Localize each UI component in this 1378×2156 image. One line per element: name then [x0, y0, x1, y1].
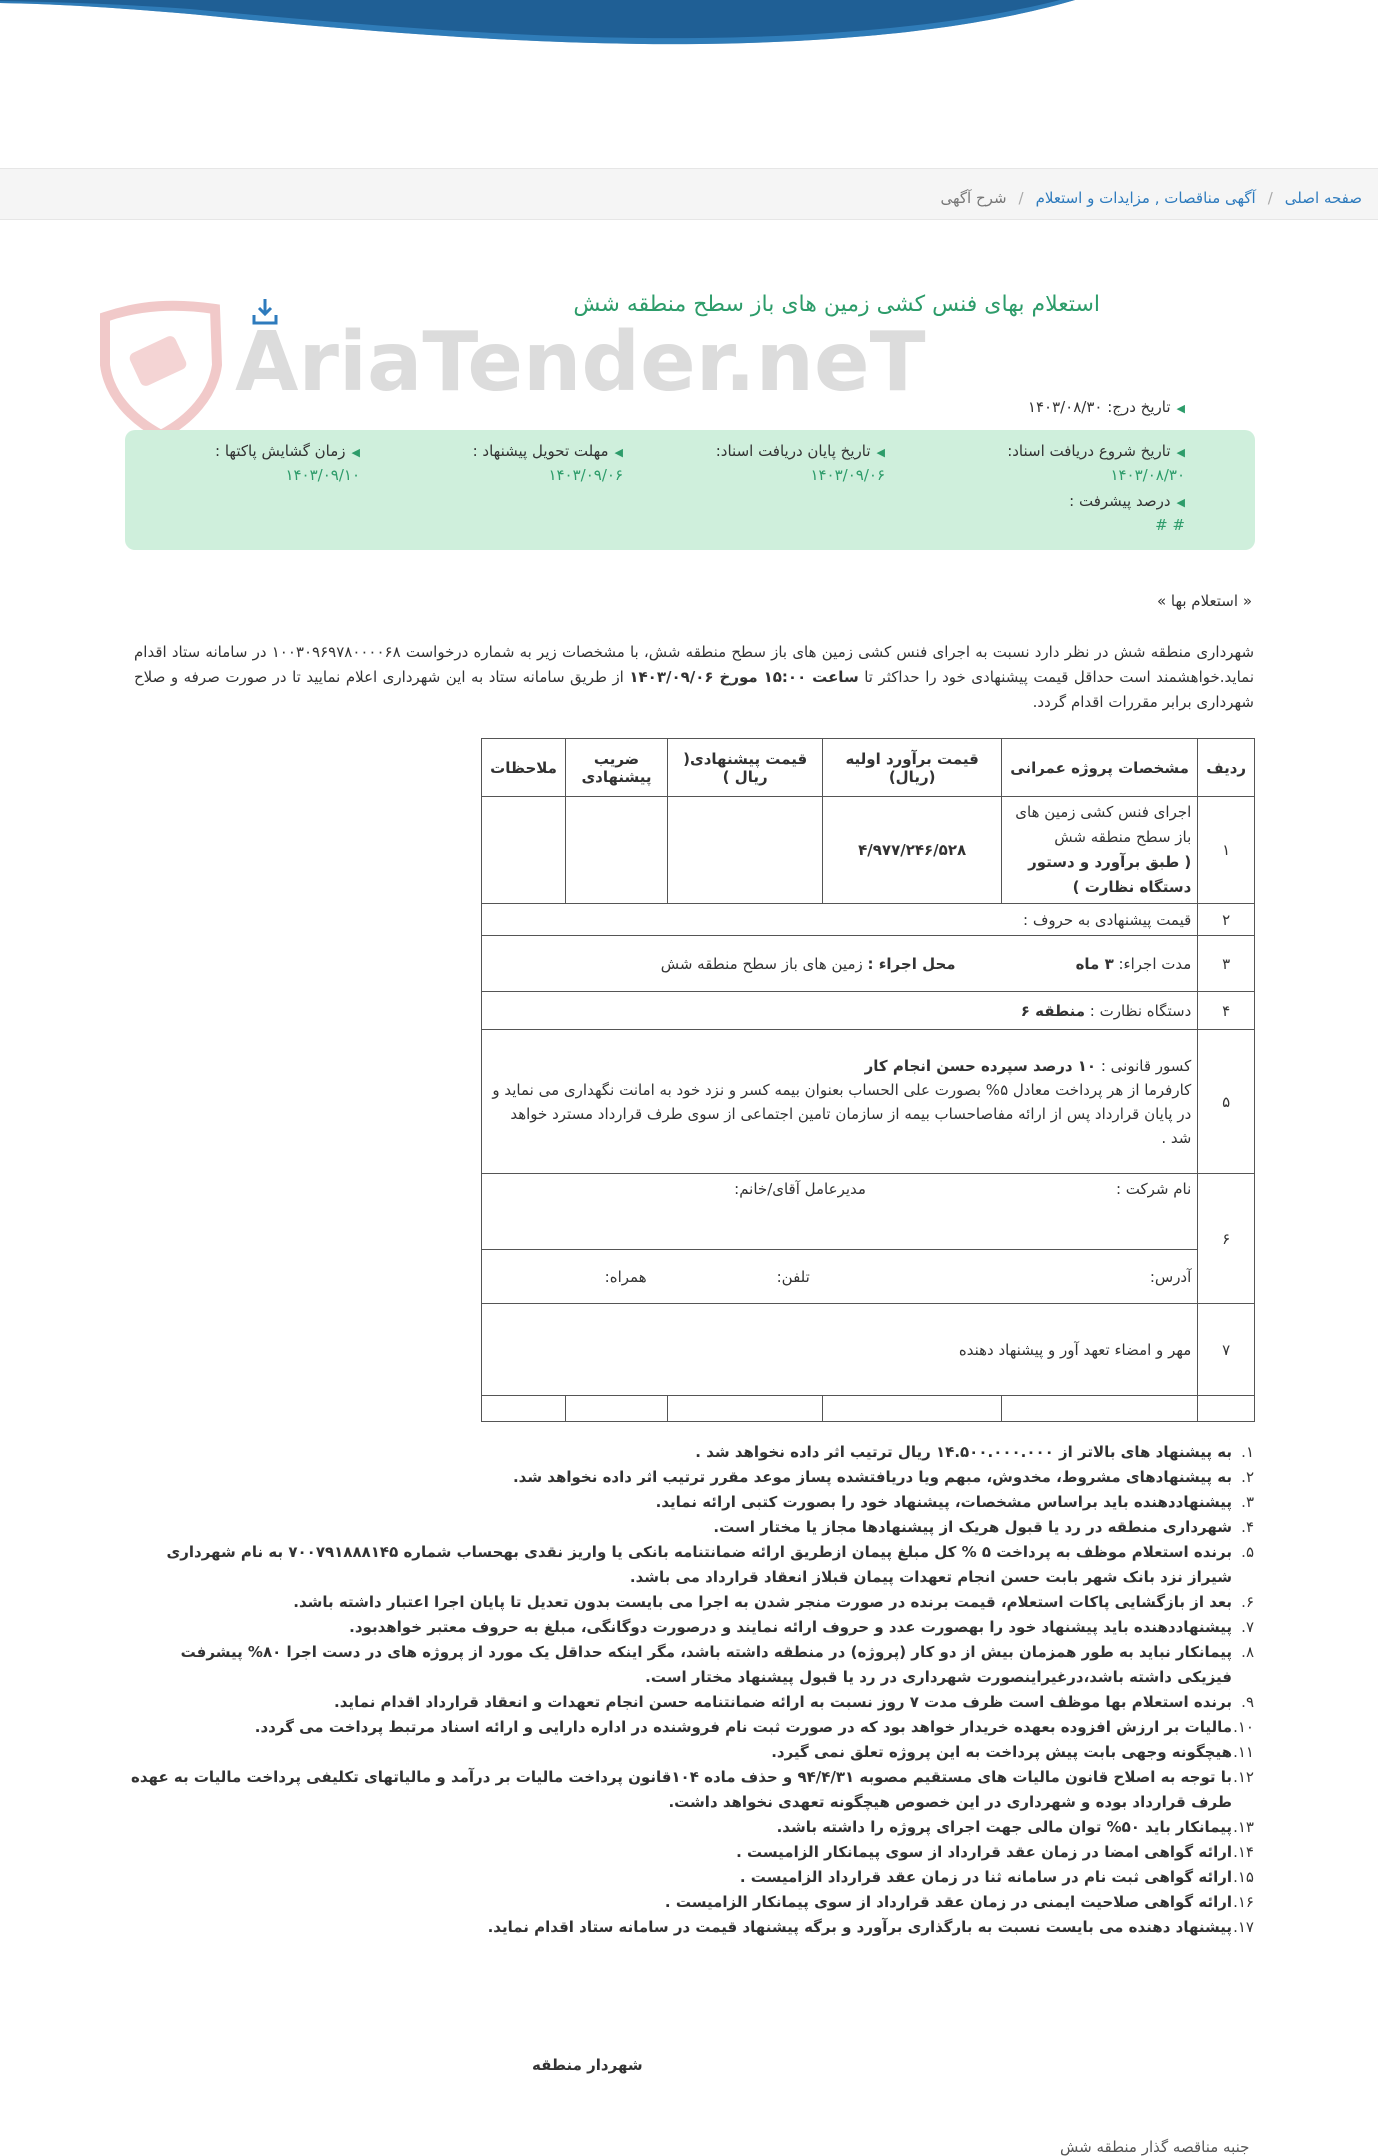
- header-wave: [0, 0, 1378, 60]
- list-item: ۱۶.ارائه گواهی صلاحیت ایمنی در زمان عقد قرارداد از سوی پیمانکار الزامیست .: [664, 1893, 1254, 1911]
- breadcrumb-home[interactable]: صفحه اصلی: [1284, 189, 1362, 207]
- intro-paragraph: شهرداری منطقه شش در نظر دارد نسبت به اجرای فنس کشی زمین های باز سطح منطقه شش، با مشخصات زیر به شماره درخواست ۱۰۰۳۰۹۶۹۷۸۰۰۰۰۶۸ در سامانه ستاد اقدام نماید.خواهشمند است حداقل قیمت پیشنهادی خود را حداکثر تا ساعت ۱۵:۰۰ مورخ ۱۴۰۳/۰۹/۰۶ از طریق سامانه ستاد به این شهرداری اعلام نمایید تا در صورت صرفه و صلاح شهرداری برابر مقررات اقدام گردد.: [134, 643, 1255, 711]
- list-item: ۱۱.هیچگونه وجهی بابت پیش پرداخت به این پروژه تعلق نمی گیرد.: [771, 1743, 1254, 1761]
- table-row: [482, 936, 1255, 992]
- list-item: ۷.پیشنهاددهنده باید پیشنهاد خود را بهصورت عدد و حروف ارائه نمایند و درصورت دوگانگی، مبلغ به حروف معتبر خواهدبود.: [349, 1618, 1254, 1636]
- row-number: ۴: [1198, 992, 1255, 1030]
- triangle-left-icon: ◀: [1176, 496, 1185, 509]
- empty-cell: [667, 1396, 822, 1422]
- triangle-left-icon: ◀: [614, 446, 623, 459]
- breadcrumb-separator: /: [1018, 189, 1024, 207]
- seal-signature: مهر و امضاء تعهد آور و پیشنهاد دهنده: [482, 1304, 1198, 1396]
- triangle-left-icon: ◀: [1176, 402, 1185, 415]
- empty-cell: [1198, 1396, 1255, 1422]
- table-row: [482, 797, 1255, 904]
- list-item: ۲.به پیشنهادهای مشروط، مخدوش، مبهم ویا دریافتشده پساز موعد مقرر ترتیب اثر داده نخواهد شد.: [512, 1468, 1254, 1486]
- terms-list: [124, 1440, 1254, 1940]
- table-row: [482, 904, 1255, 936]
- breadcrumb-section[interactable]: آگهی مناقصات , مزایدات و استعلام: [1035, 189, 1256, 207]
- insert-date-value: ۱۴۰۳/۰۸/۳۰: [1027, 398, 1103, 416]
- table-row: [482, 1396, 1255, 1422]
- row-number: ۶: [1198, 1174, 1255, 1304]
- breadcrumb: [0, 168, 1378, 220]
- col-header: ملاحظات: [482, 739, 566, 797]
- proposed-price-cell: [667, 797, 822, 904]
- page-title: استعلام بهای فنس کشی زمین های باز سطح منطقه شش: [573, 292, 1100, 317]
- project-description: اجرای فنس کشی زمین های باز سطح منطقه شش ( طبق برآورد و دستور دستگاه نظارت ): [1001, 797, 1197, 904]
- row-number: ۵: [1198, 1030, 1255, 1174]
- empty-cell: [823, 1396, 1002, 1422]
- receive-end-label: ◀تاریخ پایان دریافت اسناد:: [715, 442, 885, 460]
- footer-cut-text: جنبه مناقصه گذار منطقه شش: [1060, 2138, 1250, 2156]
- price-inquiry-table: [481, 738, 1255, 1422]
- legal-deductions: کسور قانونی : ۱۰ درصد سپرده حسن انجام کار کارفرما از هر پرداخت معادل ۵% بصورت علی الحساب بعنوان بیمه کسر و نزد خود به امانت نگهداری می نماید و در پایان قرارداد پس از ارائه مفاصاحساب بیمه از سازمان تامین اجتماعی از سوی طرف قرارداد مسترد خواهد شد .: [482, 1030, 1198, 1174]
- table-row: [482, 992, 1255, 1030]
- triangle-left-icon: ◀: [351, 446, 360, 459]
- row-number: ۳: [1198, 936, 1255, 992]
- table-row: [482, 1174, 1255, 1250]
- contact-info: آدرس:تلفن:همراه:: [482, 1250, 1198, 1304]
- list-item: ۱۴.ارائه گواهی امضا در زمان عقد قرارداد از سوی پیمانکار الزامیست .: [736, 1843, 1254, 1861]
- section-tag: « استعلام بها »: [1156, 592, 1252, 610]
- list-item: ۶.بعد از بازگشایی پاکات استعلام، قیمت برنده در صورت منجر شدن به اجرا می بایست بدون تعدیل تا پایان اجرا اعتبار داشته باشد.: [293, 1593, 1254, 1611]
- proposed-coefficient-cell: [566, 797, 668, 904]
- row-number: ۲: [1198, 904, 1255, 936]
- svg-text:AriaTender.neT: AriaTender.neT: [235, 315, 926, 410]
- remarks-cell: [482, 797, 566, 904]
- progress-label: ◀درصد پیشرفت :: [1069, 492, 1185, 510]
- execution-details: مدت اجراء: ۳ ماهمحل اجراء : زمین های باز سطح منطقه شش: [482, 936, 1198, 992]
- list-item: ۱.به پیشنهاد های بالاتر از ۱۴.۵۰۰.۰۰۰.۰۰۰ ریال ترتیب اثر داده نخواهد شد .: [695, 1443, 1254, 1461]
- list-item: ۵.برنده استعلام موظف به پرداخت ۵ % کل مبلغ پیمان ازطریق ارائه ضمانتنامه بانکی یا واریز نقدی بهحساب شماره ۷۰۰۷۹۱۸۸۸۱۴۵ به نام شهرداری شیراز نزد بانک شهر بابت حسن انجام تعهدات پیمان قبلاز انعقاد قرارداد می باشد.: [166, 1543, 1254, 1586]
- col-header: قیمت پیشنهادی( ریال ): [667, 739, 822, 797]
- list-item: ۸.پیمانکار نباید به طور همزمان بیش از دو کار (پروژه) در منطقه داشته باشد، مگر اینکه حداقل یک مورد از پروژه های در دست اجرا ۸۰% پیشرفت فیزیکی داشته باشد،درغیراینصورت شهرداری در رد یا قبول پیشنهاد مختار است.: [180, 1643, 1254, 1686]
- price-in-words: قیمت پیشنهادی به حروف :: [482, 904, 1198, 936]
- col-header: ردیف: [1198, 739, 1255, 797]
- breadcrumb-current: شرح آگهی: [940, 189, 1007, 207]
- list-item: ۳.پیشنهاددهنده باید براساس مشخصات، پیشنهاد خود را بصورت کتبی ارائه نماید.: [655, 1493, 1254, 1511]
- submit-deadline-label: ◀مهلت تحویل پیشنهاد :: [472, 442, 623, 460]
- table-header-row: [482, 739, 1255, 797]
- submit-deadline-value: ۱۴۰۳/۰۹/۰۶: [548, 466, 623, 484]
- list-item: ۴.شهرداری منطقه در رد یا قبول هریک از پیشنهادها مجاز یا مختار است.: [713, 1518, 1254, 1536]
- empty-cell: [1001, 1396, 1197, 1422]
- col-header: مشخصات پروژه عمرانی: [1001, 739, 1197, 797]
- opening-value: ۱۴۰۳/۰۹/۱۰: [285, 466, 360, 484]
- supervisor: دستگاه نظارت : منطقه ۶: [482, 992, 1198, 1030]
- progress-value: # #: [1155, 516, 1185, 534]
- receive-start-label: ◀تاریخ شروع دریافت اسناد:: [1007, 442, 1185, 460]
- col-header: قیمت برآورد اولیه (ریال): [823, 739, 1002, 797]
- list-item: ۱۳.پیمانکار باید ۵۰% توان مالی جهت اجرای پروژه را داشته باشد.: [776, 1818, 1254, 1836]
- company-info: نام شرکت :مدیرعامل آقای/خانم:: [482, 1174, 1198, 1250]
- table-row: [482, 1030, 1255, 1174]
- estimate-price: ۴/۹۷۷/۲۴۶/۵۲۸: [823, 797, 1002, 904]
- info-box: [125, 430, 1255, 550]
- signature: شهردار منطقه: [532, 2056, 643, 2074]
- list-item: ۱۰.مالیات بر ارزش افزوده بعهده خریدار خواهد بود که در صورت ثبت نام فروشنده در اداره دارایی و ارائه اسناد مرتبط پرداخت می گردد.: [254, 1718, 1254, 1736]
- table-row: [482, 1304, 1255, 1396]
- insert-date: [1028, 398, 1185, 416]
- triangle-left-icon: ◀: [1176, 446, 1185, 459]
- col-header: ضریب پیشنهادی: [566, 739, 668, 797]
- list-item: ۹.برنده استعلام بها موظف است ظرف مدت ۷ روز نسبت به ارائه ضمانتنامه حسن انجام تعهدات و انعقاد قرارداد اقدام نماید.: [334, 1693, 1254, 1711]
- receive-end-value: ۱۴۰۳/۰۹/۰۶: [810, 466, 885, 484]
- table-row: [482, 1250, 1255, 1304]
- empty-cell: [482, 1396, 566, 1422]
- row-number: ۷: [1198, 1304, 1255, 1396]
- breadcrumb-separator: /: [1267, 189, 1273, 207]
- list-item: ۱۷.پیشنهاد دهنده می بایست نسبت به بارگذاری برآورد و برگه پیشنهاد قیمت در سامانه ستاد اقدام نماید.: [487, 1918, 1254, 1936]
- row-number: ۱: [1198, 797, 1255, 904]
- list-item: ۱۲.با توجه به اصلاح قانون مالیات های مستقیم مصوبه ۹۴/۴/۳۱ و حذف ماده ۱۰۴قانون پرداخت مالیات بر درآمد و مالیاتهای تکلیفی پرداخت مالیات به عهده طرف قرارداد بوده و شهرداری در این خصوص هیچگونه تعهدی نخواهد داشت.: [131, 1768, 1254, 1811]
- list-item: ۱۵.ارائه گواهی ثبت نام در سامانه ثنا در زمان عقد قرارداد الزامیست .: [739, 1868, 1254, 1886]
- download-icon[interactable]: [250, 296, 280, 328]
- triangle-left-icon: ◀: [876, 446, 885, 459]
- empty-cell: [566, 1396, 668, 1422]
- receive-start-value: ۱۴۰۳/۰۸/۳۰: [1110, 466, 1185, 484]
- opening-label: ◀زمان گشایش پاکتها :: [215, 442, 360, 460]
- insert-date-label: تاریخ درج:: [1107, 398, 1171, 416]
